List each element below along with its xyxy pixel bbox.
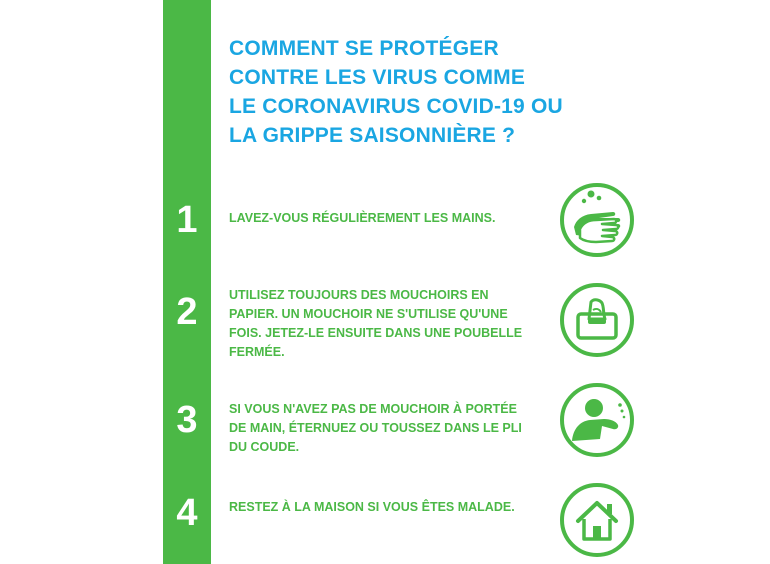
step-2-number: 2 — [176, 291, 198, 333]
page-title — [229, 34, 649, 150]
title-line: LE CORONAVIRUS COVID-19 OU — [229, 95, 563, 118]
step-1-line: LAVEZ-VOUS RÉGULIÈREMENT LES MAINS. — [229, 211, 496, 225]
title-line: CONTRE LES VIRUS COMME — [229, 66, 526, 89]
step-3-number: 3 — [176, 399, 198, 441]
step-1-number: 1 — [176, 199, 198, 241]
step-3-line: DU COUDE. — [229, 440, 300, 454]
step-2-text — [229, 286, 549, 362]
title-line: LA GRIPPE SAISONNIÈRE ? — [229, 124, 516, 147]
step-4-line: RESTEZ À LA MAISON SI VOUS ÊTES MALADE. — [229, 500, 515, 514]
step-4-number: 4 — [176, 492, 198, 534]
step-2-line: UTILISEZ TOUJOURS DES MOUCHOIRS EN — [229, 288, 489, 302]
step-1-text — [229, 209, 549, 228]
step-4-text — [229, 498, 549, 517]
title-line: COMMENT SE PROTÉGER — [229, 37, 499, 60]
tissue-box-icon — [558, 281, 636, 359]
green-sidebar-stripe — [163, 0, 211, 564]
step-3-line: SI VOUS N'AVEZ PAS DE MOUCHOIR À PORTÉE — [229, 402, 517, 416]
step-2-line: FERMÉE. — [229, 345, 285, 359]
handwashing-icon — [558, 181, 636, 259]
step-3-line: DE MAIN, ÉTERNUEZ OU TOUSSEZ DANS LE PLI — [229, 421, 522, 435]
step-2-line: FOIS. JETEZ-LE ENSUITE DANS UNE POUBELLE — [229, 326, 523, 340]
house-icon — [558, 481, 636, 559]
sneeze-elbow-icon — [558, 381, 636, 459]
step-2-line: PAPIER. UN MOUCHOIR NE S'UTILISE QU'UNE — [229, 307, 508, 321]
step-3-text — [229, 400, 549, 457]
